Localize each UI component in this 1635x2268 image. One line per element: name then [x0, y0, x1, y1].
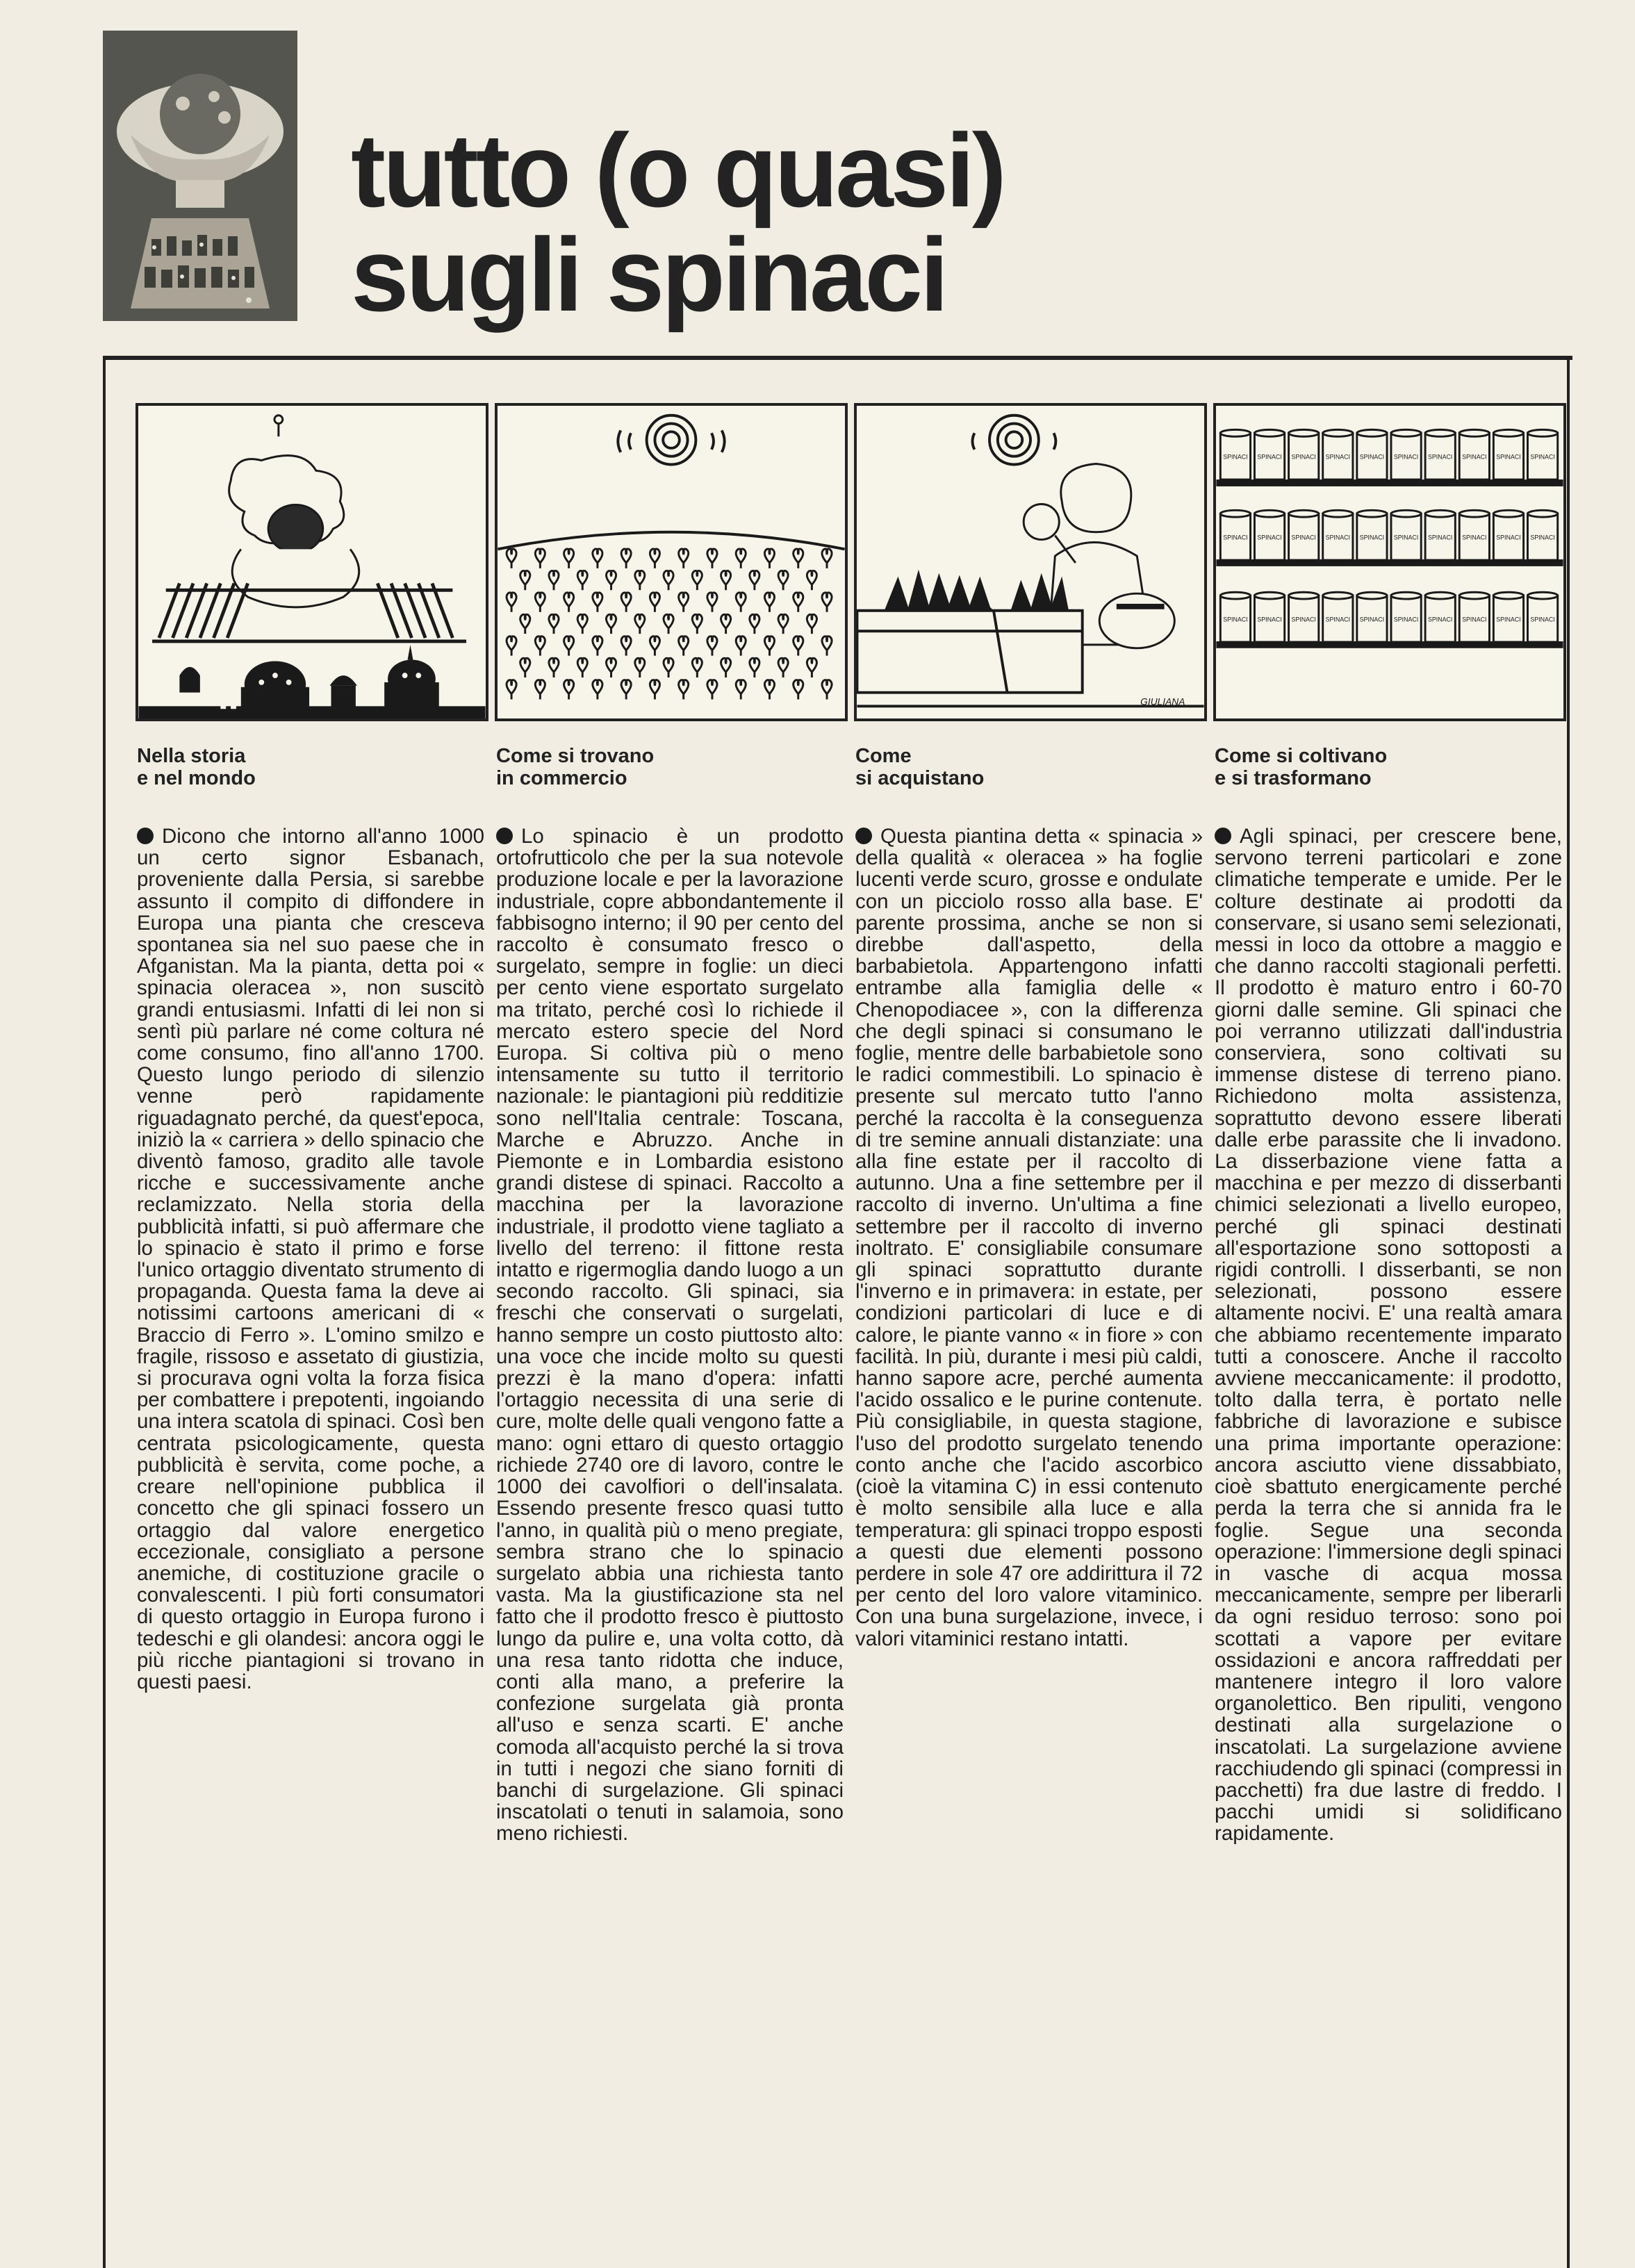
sprout-icon	[577, 614, 587, 634]
can-lid-icon	[1425, 510, 1455, 517]
sprout-icon	[750, 658, 759, 677]
can-lid-icon	[1289, 592, 1319, 599]
sprout-icon	[692, 614, 702, 634]
sprout-icon	[679, 593, 689, 612]
can-lid-icon	[1527, 592, 1557, 599]
sprout-icon	[679, 549, 689, 568]
sprout-icon	[822, 549, 832, 568]
column-body	[137, 825, 484, 1693]
sprout-icon	[621, 593, 631, 612]
can-label: SPINACI	[1223, 453, 1248, 461]
can-label: SPINACI	[1428, 616, 1453, 623]
can-label: SPINACI	[1393, 616, 1419, 623]
bullet-icon	[855, 828, 872, 844]
can-lid-icon	[1357, 592, 1387, 599]
column-body-text: Dicono che intorno all'anno 1000 un certo signor Esbanach, proveniente dalla Persia, si sarebbe assunto il compito di diffondere in Europa una pianta che cresceva spontanea sia nel suo paese che in Afganistan. Ma la pianta, detta poi « spinacia oleracea », non suscitò grandi entusiasmi. Infatti di lei non si sentì più parlare né come coltura né come consumo, fino all'anno 1700. Questo lungo periodo di silenzio venne però rapidamente riguadagnato perché, da quest'epoca, iniziò la « carriera » dello spinacio che diventò famoso, gradito alle tavole ricche e successivamente anche reclamizzato. Nella storia della pubblicità infatti, si può affermare che lo spinacio è stato il primo e forse l'unico ortaggio diventato strumento di propaganda. Questa fama la deve ai notissimi cartoons americani di « Braccio di Ferro ». L'omino smilzo e fragile, rissoso e assetato di giustizia, si procurava ogni volta la forza fisica per combattere i prepotenti, ingoiando una intera scatola di spinaci. Così ben centrata psicologicamente, questa pubblicità è servita, come poche, a creare nell'opinione pubblica il concetto che gli spinaci fossero un ortaggio dal valore energetico eccezionale, consigliato a persone anemiche, di costituzione gracile o convalescenti. I più forti consumatori di questo ortaggio in Europa furono i tedeschi e gli olandesi: ancora oggi le più ricche piantagioni si trovano in questi paesi.	[137, 825, 484, 1693]
can-label: SPINACI	[1530, 534, 1555, 541]
column-heading	[137, 745, 484, 789]
sultan-on-carpet-icon	[138, 406, 486, 718]
sprout-icon	[535, 636, 545, 656]
sprout-icon	[507, 549, 516, 568]
column-body-text: Lo spinacio è un prodotto ortofrutticolo che per la sua notevole produzione locale e per la lavorazione industriale, copre abbondantemente il fabbisogno interno; il 90 per cento del raccolto è consumato fresco o surgelato, sempre in foglie: un dieci per cento viene esportato surgelato ma tritato, perché così lo richiede il mercato estero specie del Nord Europa. Si coltiva più o meno intensamente su tutto il territorio nazionale: le piantagioni più redditizie sono nell'Italia centrale: Toscana, Marche e Abruzzo. Anche in Piemonte e in Lombardia esistono grandi distese di spinaci. Raccolto a macchina per la lavorazione industriale, il prodotto viene tagliato a livello del terreno: il fittone resta intatto e rigermoglia dando luogo a un secondo raccolto. Gli spinaci, sia freschi che conservati o surgelati, hanno sempre un costo piuttosto alto: una voce che incide molto su questi prezzi è la mano d'opera: infatti l'ortaggio necessita di una serie di cure, molte delle quali vengono fatte a mano: ogni ettaro di questo ortaggio richiede 2740 ore di lavoro, contre le 1000 dei cavolfiori o dell'insalata. Essendo presente fresco quasi tutto l'anno, in qualità più o meno pregiate, sembra strano che lo spinacio surgelato abbia una richiesta tanto vasta. Ma la giustificazione sta nel fatto che il prodotto fresco è piuttosto lungo da pulire e, una volta cotto, dà una resa tanto ridotta che induce, conti alla mano, a preferire la confezione surgelata già pronta all'uso e senza scarti. E' anche comoda all'acquisto perché la si trova in tutti i negozi che siano forniti di banchi di surgelazione. Gli spinaci inscatolati o tenuti in salamoia, sono meno richiesti.	[496, 825, 844, 1846]
can-lid-icon	[1357, 510, 1387, 517]
sprout-icon	[664, 658, 673, 677]
persia-sultan-illustration	[135, 403, 488, 721]
sprout-icon	[606, 658, 616, 677]
can-label: SPINACI	[1223, 616, 1248, 623]
sprout-icon	[822, 593, 832, 612]
can-label: SPINACI	[1530, 453, 1555, 461]
can-label: SPINACI	[1428, 453, 1453, 461]
article-logo-illustration	[103, 31, 297, 321]
sprout-icon	[650, 549, 659, 568]
sprout-icon	[549, 614, 559, 634]
sprout-icon	[564, 680, 574, 700]
can-lid-icon	[1254, 429, 1284, 436]
sprout-icon	[606, 614, 616, 634]
can-lid-icon	[1220, 592, 1250, 599]
column-body-text: Agli spinaci, per crescere bene, servono terreni particolari e zone climatiche temperate e umide. Per le colture destinate ai prodotti da conservare, si usano semi selezionati, messi in loco da ottobre a maggio e che danno raccolti stagionali perfetti. Il prodotto è maturo entro i 60-70 giorni dalle semine. Gli spinaci che poi verranno utilizzati dall'industria conserviera, sono coltivati su immense distese di terreno piano. Richiedono molta assistenza, soprattutto devono essere liberati dalle erbe parassite che li invadono. La disserbazione viene fatta a macchina e per mezzo di disserbanti chimici selezionati a livello europeo, perché gli spinaci destinati all'esportazione sono sottoposti a rigidi controlli. I disserbanti, se non selezionati, possono essere altamente nocivi. E' una realtà amara che abbiamo recentemente imparato tutti a conoscere. Anche il raccolto avviene meccanicamente: il prodotto, tolto dalla terra, è portato nelle fabbriche di lavorazione e subisce una prima importante operazione: ancora asciutto viene dissabbiato, cioè sbattuto energicamente perché perda la terra che si annida fra le foglie. Segue una seconda operazione: l'immersione degli spinaci in vasche di acqua mossa meccanicamente, sempre per liberarli da ogni residuo terroso: sono poi scottati a vapore per evitare ossidazioni e ancora raffreddati per mantenere integro il loro valore organolettico. Ben ripuliti, vengono destinati alla surgelazione o inscatolati. La surgelazione avviene racchiudendo gli spinaci (compressi in pacchetti) fra due lastre di freddo. I pacchi umidi si solidificano rapidamente.	[1215, 825, 1562, 1846]
can-label: SPINACI	[1530, 616, 1555, 623]
can-label: SPINACI	[1496, 616, 1521, 623]
sprout-icon	[650, 593, 659, 612]
sprout-icon	[564, 593, 574, 612]
can-lid-icon	[1493, 510, 1523, 517]
sprout-icon	[707, 636, 717, 656]
sprout-icon	[664, 614, 673, 634]
column-buying	[855, 745, 1203, 1650]
column-heading	[855, 745, 1203, 789]
sprout-icon	[807, 614, 816, 634]
heading-line-1: Come	[855, 745, 912, 767]
can-label: SPINACI	[1223, 534, 1248, 541]
heading-line-2: e si trasformano	[1215, 767, 1372, 789]
sprout-icon	[764, 593, 774, 612]
sprout-icon	[692, 570, 702, 590]
sprout-icon	[621, 636, 631, 656]
sprout-icon	[507, 680, 516, 700]
sprout-icon	[721, 614, 731, 634]
column-body-text: Questa piantina detta « spinacia » della qualità « oleracea » ha foglie lucenti verde scuro, grosse e ondulate con un picciolo rosso alla base. E' parente prossima, anche se non si direbbe dall'aspetto, della barbabietola. Appartengono infatti entrambe alla famiglia delle « Chenopodiacee », con la differenza che degli spinaci si consumano le foglie, mentre delle barbabietole sono le radici commestibili. Lo spinacio è presente sul mercato tutto l'anno perché la raccolta è la conseguenza di tre semine annuali distanziate: una alla fine estate per il raccolto di autunno. Una a fine settembre per il raccolto di inverno. Un'ultima a fine settembre per il raccolto di inverno inoltrato. E' consigliabile consumare gli spinaci soprattutto durante l'inverno e in primavera: in estate, per condizioni particolari di luce e di calore, le piante vanno « in fiore » con facilità. In più, durante i mesi più caldi, hanno sapore acre, perché aumenta l'acido ossalico e le purine contenute. Più consigliabile, in questa stagione, l'uso del prodotto surgelato tenendo conto anche che l'acido ascorbico (cioè la vitamina C) in essi contenuto è molto sensibile alla luce e alla temperatura: gli spinaci troppo esposti a questi due elementi possono perdere in sole 47 ore addirittura il 72 per cento del loro valore vitaminico. Con una buna surgelazione, invece, i valori vitaminici restano intatti.	[855, 825, 1203, 1650]
sprout-icon	[520, 570, 530, 590]
can-lid-icon	[1220, 510, 1250, 517]
can-lid-icon	[1323, 429, 1353, 436]
bullet-icon	[496, 828, 513, 844]
sprout-icon	[764, 680, 774, 700]
sprout-icon	[535, 680, 545, 700]
sprout-icon	[822, 636, 832, 656]
sprout-icon	[794, 636, 803, 656]
spinach-field-illustration	[495, 403, 848, 721]
column-heading	[496, 745, 844, 789]
sprout-icon	[736, 593, 746, 612]
column-body	[496, 825, 844, 1845]
sprout-icon	[750, 570, 759, 590]
sprout-icon	[736, 549, 746, 568]
content-frame-left	[103, 356, 106, 2268]
sprout-icon	[692, 658, 702, 677]
sprout-icon	[778, 658, 788, 677]
can-label: SPINACI	[1291, 616, 1316, 623]
can-lid-icon	[1459, 429, 1489, 436]
can-lid-icon	[1323, 510, 1353, 517]
can-label: SPINACI	[1462, 453, 1487, 461]
sprout-icon	[778, 614, 788, 634]
sprout-icon	[621, 680, 631, 700]
sprout-icon	[707, 549, 717, 568]
heading-line-1: Come si trovano	[496, 745, 655, 767]
heading-line-1: Nella storia	[137, 745, 246, 767]
can-label: SPINACI	[1257, 453, 1282, 461]
sprout-icon	[707, 680, 717, 700]
can-lid-icon	[1459, 510, 1489, 517]
heading-line-2: si acquistano	[855, 767, 985, 789]
sprout-icon	[606, 570, 616, 590]
can-label: SPINACI	[1291, 534, 1316, 541]
sprout-icon	[535, 593, 545, 612]
heading-line-2: e nel mondo	[137, 767, 256, 789]
vegetable-collage-icon	[103, 31, 297, 321]
woman-with-magnifier-icon	[857, 406, 1204, 718]
can-lid-icon	[1357, 429, 1387, 436]
sprout-icon	[577, 658, 587, 677]
can-label: SPINACI	[1496, 453, 1521, 461]
sprout-icon	[794, 549, 803, 568]
column-body	[1215, 825, 1562, 1845]
bullet-icon	[137, 828, 154, 844]
can-lid-icon	[1254, 510, 1284, 517]
sprout-icon	[679, 680, 689, 700]
can-label: SPINACI	[1325, 534, 1350, 541]
can-label: SPINACI	[1393, 453, 1419, 461]
can-label: SPINACI	[1325, 453, 1350, 461]
sprout-icon	[535, 549, 545, 568]
sprout-icon	[549, 658, 559, 677]
sprout-icon	[650, 680, 659, 700]
can-label: SPINACI	[1257, 616, 1282, 623]
can-label: SPINACI	[1462, 616, 1487, 623]
title-line-1: tutto (o quasi)	[351, 112, 1004, 229]
sprout-icon	[549, 570, 559, 590]
can-lid-icon	[1425, 429, 1455, 436]
can-lid-icon	[1493, 429, 1523, 436]
can-lid-icon	[1391, 510, 1421, 517]
bullet-icon	[1215, 828, 1231, 844]
market-shopping-illustration	[854, 403, 1207, 721]
can-label: SPINACI	[1291, 453, 1316, 461]
column-commerce	[496, 745, 844, 1845]
can-lid-icon	[1254, 592, 1284, 599]
sprout-icon	[520, 614, 530, 634]
column-heading	[1215, 745, 1562, 789]
can-label: SPINACI	[1393, 534, 1419, 541]
column-history	[137, 745, 484, 1693]
can-shelves-icon	[1216, 406, 1563, 718]
sprout-icon	[507, 593, 516, 612]
sprout-icon	[593, 680, 602, 700]
content-frame-right	[1567, 356, 1570, 2268]
sprout-icon	[778, 570, 788, 590]
sprout-icon	[520, 658, 530, 677]
can-label: SPINACI	[1359, 453, 1385, 461]
heading-line-1: Come si coltivano	[1215, 745, 1388, 767]
column-cultivation	[1215, 745, 1562, 1845]
field-rows-icon	[498, 406, 845, 718]
page-title	[351, 112, 1254, 333]
sprout-icon	[593, 636, 602, 656]
illustrator-signature: GIULIANA	[1140, 696, 1185, 707]
can-lid-icon	[1493, 592, 1523, 599]
content-frame-top	[103, 356, 1572, 360]
can-label: SPINACI	[1257, 534, 1282, 541]
sprout-icon	[721, 658, 731, 677]
sprout-icon	[507, 636, 516, 656]
sprout-icon	[635, 658, 645, 677]
sprout-icon	[822, 680, 832, 700]
sprout-icon	[577, 570, 587, 590]
sprout-icon	[635, 570, 645, 590]
sprout-icon	[764, 549, 774, 568]
sprout-icon	[564, 549, 574, 568]
sprout-icon	[794, 593, 803, 612]
can-lid-icon	[1527, 510, 1557, 517]
can-lid-icon	[1220, 429, 1250, 436]
can-lid-icon	[1323, 592, 1353, 599]
sprout-icon	[650, 636, 659, 656]
sprout-icon	[807, 570, 816, 590]
can-label: SPINACI	[1359, 534, 1385, 541]
sprout-icon	[635, 614, 645, 634]
can-lid-icon	[1391, 429, 1421, 436]
can-label: SPINACI	[1496, 534, 1521, 541]
can-lid-icon	[1289, 510, 1319, 517]
can-label: SPINACI	[1428, 534, 1453, 541]
can-label: SPINACI	[1359, 616, 1385, 623]
sprout-icon	[593, 549, 602, 568]
can-lid-icon	[1391, 592, 1421, 599]
sprout-icon	[794, 680, 803, 700]
title-line-2: sugli spinaci	[351, 216, 946, 333]
sprout-icon	[621, 549, 631, 568]
sprout-icon	[593, 593, 602, 612]
sprout-icon	[721, 570, 731, 590]
sprout-icon	[564, 636, 574, 656]
can-lid-icon	[1289, 429, 1319, 436]
sprout-icon	[664, 570, 673, 590]
canned-spinach-shelves-illustration	[1213, 403, 1566, 721]
sprout-icon	[736, 636, 746, 656]
column-body	[855, 825, 1203, 1650]
sprout-icon	[764, 636, 774, 656]
can-lid-icon	[1459, 592, 1489, 599]
sprout-icon	[750, 614, 759, 634]
can-lid-icon	[1527, 429, 1557, 436]
sprout-icon	[679, 636, 689, 656]
heading-line-2: in commercio	[496, 767, 627, 789]
sprout-icon	[707, 593, 717, 612]
sprout-icon	[736, 680, 746, 700]
can-label: SPINACI	[1325, 616, 1350, 623]
sprout-icon	[807, 658, 816, 677]
can-lid-icon	[1425, 592, 1455, 599]
can-label: SPINACI	[1462, 534, 1487, 541]
